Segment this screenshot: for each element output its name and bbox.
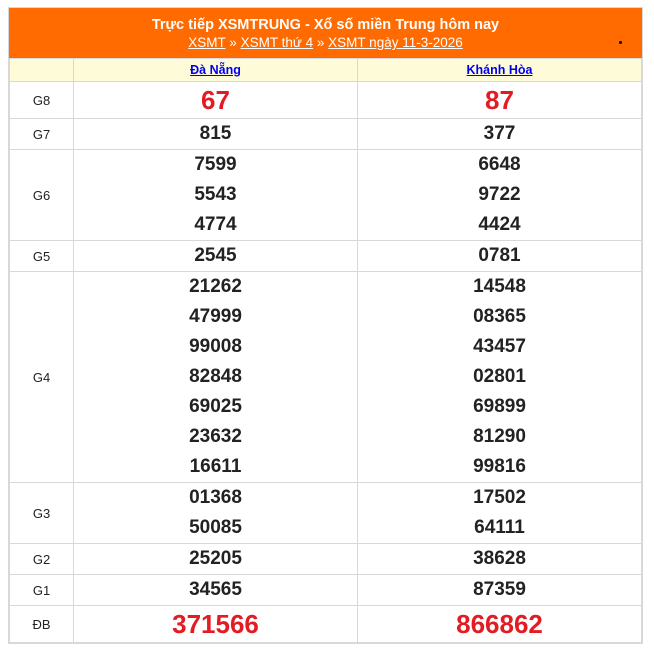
breadcrumb-separator: »	[229, 35, 237, 50]
prize-row-đb	[10, 606, 642, 643]
prize-number: 21262	[189, 276, 242, 297]
results-table	[9, 58, 642, 643]
prize-number: 01368	[189, 487, 242, 508]
prize-cell	[74, 82, 358, 119]
prize-cell	[74, 150, 358, 241]
prize-number: 08365	[473, 306, 526, 327]
prize-cell	[358, 150, 642, 241]
province-header-cell	[358, 59, 642, 82]
prize-number: 47999	[189, 306, 242, 327]
breadcrumb	[9, 34, 642, 52]
prize-cell	[358, 606, 642, 643]
prize-cell	[74, 483, 358, 544]
prize-number: 34565	[189, 579, 242, 600]
prize-number: 43457	[473, 336, 526, 357]
prize-number: 7599	[194, 154, 237, 175]
prize-cell	[358, 272, 642, 483]
prize-number: 38628	[473, 548, 526, 569]
prize-row-g5	[10, 241, 642, 272]
results-banner	[9, 8, 642, 58]
prize-label: G3	[10, 483, 74, 544]
breadcrumb-separator: »	[316, 35, 325, 50]
prize-number: 5543	[194, 184, 237, 205]
prize-number: 82848	[189, 366, 242, 387]
prize-number: 2545	[194, 245, 237, 266]
prize-number: 25205	[189, 548, 242, 569]
prize-row-g8	[10, 82, 642, 119]
prize-cell	[74, 272, 358, 483]
prize-row-g3	[10, 483, 642, 544]
province-link-da-nang[interactable]: Đà Nẵng	[190, 63, 241, 77]
prize-number: 815	[199, 123, 232, 144]
prize-number: 67	[201, 85, 230, 115]
prize-cell	[74, 241, 358, 272]
breadcrumb-link-date[interactable]: XSMT ngày 11-3-2026	[328, 35, 463, 50]
prize-label: G4	[10, 272, 74, 483]
prize-label: G2	[10, 544, 74, 575]
prize-row-g4	[10, 272, 642, 483]
prize-label: G6	[10, 150, 74, 241]
prize-cell	[74, 575, 358, 606]
prize-row-g2	[10, 544, 642, 575]
prize-label: G1	[10, 575, 74, 606]
prize-number: 866862	[456, 609, 543, 639]
breadcrumb-link-xsmt[interactable]: XSMT	[188, 35, 226, 50]
province-header-row	[10, 59, 642, 82]
prize-number: 23632	[189, 426, 242, 447]
prize-number: 02801	[473, 366, 526, 387]
breadcrumb-link-weekday[interactable]: XSMT thứ 4	[240, 35, 314, 50]
prize-number: 69025	[189, 396, 242, 417]
prize-number: 6648	[478, 154, 521, 175]
prize-cell	[358, 119, 642, 150]
prize-label: G8	[10, 82, 74, 119]
dot-icon	[619, 41, 622, 44]
prize-cell	[74, 606, 358, 643]
prize-cell	[358, 575, 642, 606]
prize-number: 64111	[474, 517, 525, 538]
prize-label: G7	[10, 119, 74, 150]
results-panel	[8, 7, 643, 644]
prize-number: 81290	[473, 426, 526, 447]
prize-label: ĐB	[10, 606, 74, 643]
prize-number: 69899	[473, 396, 526, 417]
prize-cell	[74, 119, 358, 150]
prize-number: 87	[485, 85, 514, 115]
prize-cell	[74, 544, 358, 575]
prize-cell	[358, 241, 642, 272]
prize-rows	[10, 82, 642, 643]
prize-number: 50085	[189, 517, 242, 538]
prize-row-g1	[10, 575, 642, 606]
prize-number: 87359	[473, 579, 526, 600]
province-link-khanh-hoa[interactable]: Khánh Hòa	[466, 63, 533, 77]
prize-number: 4424	[478, 214, 521, 235]
prize-number: 4774	[194, 214, 237, 235]
prize-cell	[358, 82, 642, 119]
prize-number: 17502	[473, 487, 526, 508]
prize-number: 16611	[189, 456, 242, 477]
prize-number: 9722	[478, 184, 521, 205]
prize-number: 14548	[473, 276, 526, 297]
prize-number: 99816	[473, 456, 526, 477]
header-empty-cell	[10, 59, 74, 82]
prize-number: 371566	[172, 609, 259, 639]
prize-row-g6	[10, 150, 642, 241]
prize-label: G5	[10, 241, 74, 272]
prize-cell	[358, 544, 642, 575]
page-title: Trực tiếp XSMTRUNG - Xổ số miền Trung hôm nay	[151, 17, 500, 33]
prize-number: 0781	[478, 245, 521, 266]
prize-row-g7	[10, 119, 642, 150]
prize-number: 99008	[189, 336, 242, 357]
prize-cell	[358, 483, 642, 544]
province-header-cell	[74, 59, 358, 82]
prize-number: 377	[483, 123, 516, 144]
